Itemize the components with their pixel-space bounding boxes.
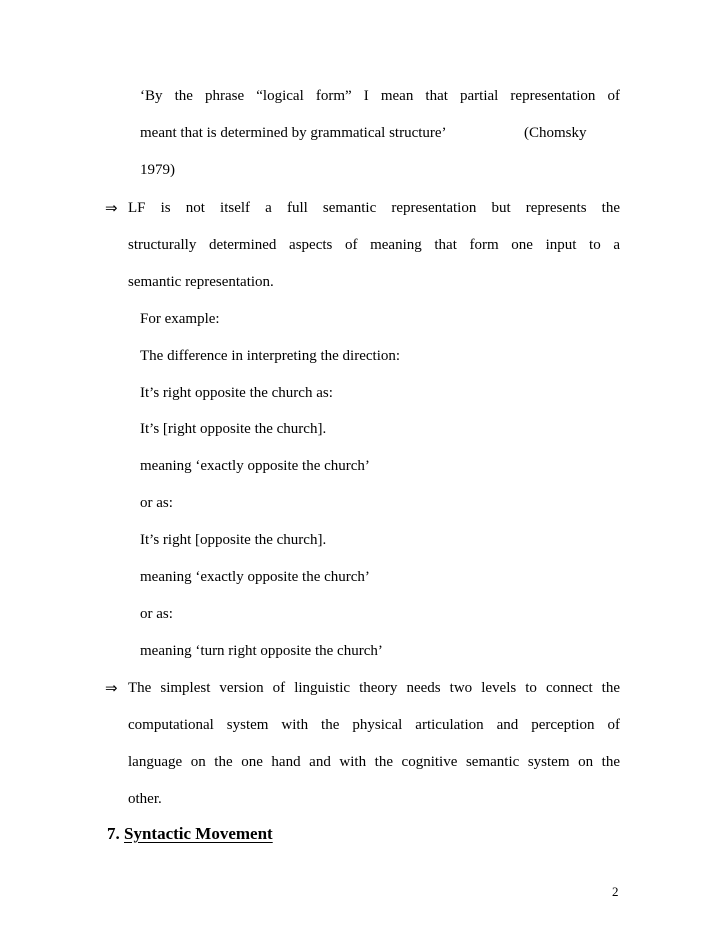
quote-line-1: ‘By the phrase “logical form” I mean that partial representation of	[140, 88, 620, 104]
section-title: Syntactic Movement	[124, 824, 273, 843]
example-line: or as:	[140, 495, 173, 511]
page-number: 2	[612, 884, 619, 899]
quote-citation: (Chomsky	[524, 125, 587, 141]
quote-line-2: meant that is determined by grammatical structure’	[140, 125, 447, 141]
bullet2-line-3: language on the one hand and with the cognitive semantic system on the	[128, 754, 620, 770]
example-line: meaning ‘exactly opposite the church’	[140, 458, 370, 474]
example-line: or as:	[140, 606, 173, 622]
bullet1-line-3: semantic representation.	[128, 274, 274, 290]
section-number: 7.	[107, 824, 120, 843]
bullet1-line-1: LF is not itself a full semantic representation but represents the	[128, 200, 620, 216]
example-line: For example:	[140, 311, 220, 327]
example-line: The difference in interpreting the direction:	[140, 348, 401, 364]
implies-arrow-icon: ⇒	[105, 199, 118, 217]
example-line: meaning ‘exactly opposite the church’	[140, 569, 370, 585]
bullet2-line-4: other.	[128, 791, 162, 807]
example-line: meaning ‘turn right opposite the church’	[140, 643, 383, 659]
quote-line-3: 1979)	[140, 162, 175, 178]
bullet1-line-2: structurally determined aspects of meaning that form one input to a	[128, 237, 620, 253]
bullet2-line-1: The simplest version of linguistic theory needs two levels to connect the	[128, 680, 620, 696]
bullet2-line-2: computational system with the physical articulation and perception of	[128, 717, 620, 733]
example-line: It’s right opposite the church as:	[140, 385, 333, 401]
implies-arrow-icon: ⇒	[105, 679, 118, 697]
section-heading	[107, 823, 273, 845]
example-line: It’s [right opposite the church].	[140, 421, 327, 437]
example-line: It’s right [opposite the church].	[140, 532, 327, 548]
